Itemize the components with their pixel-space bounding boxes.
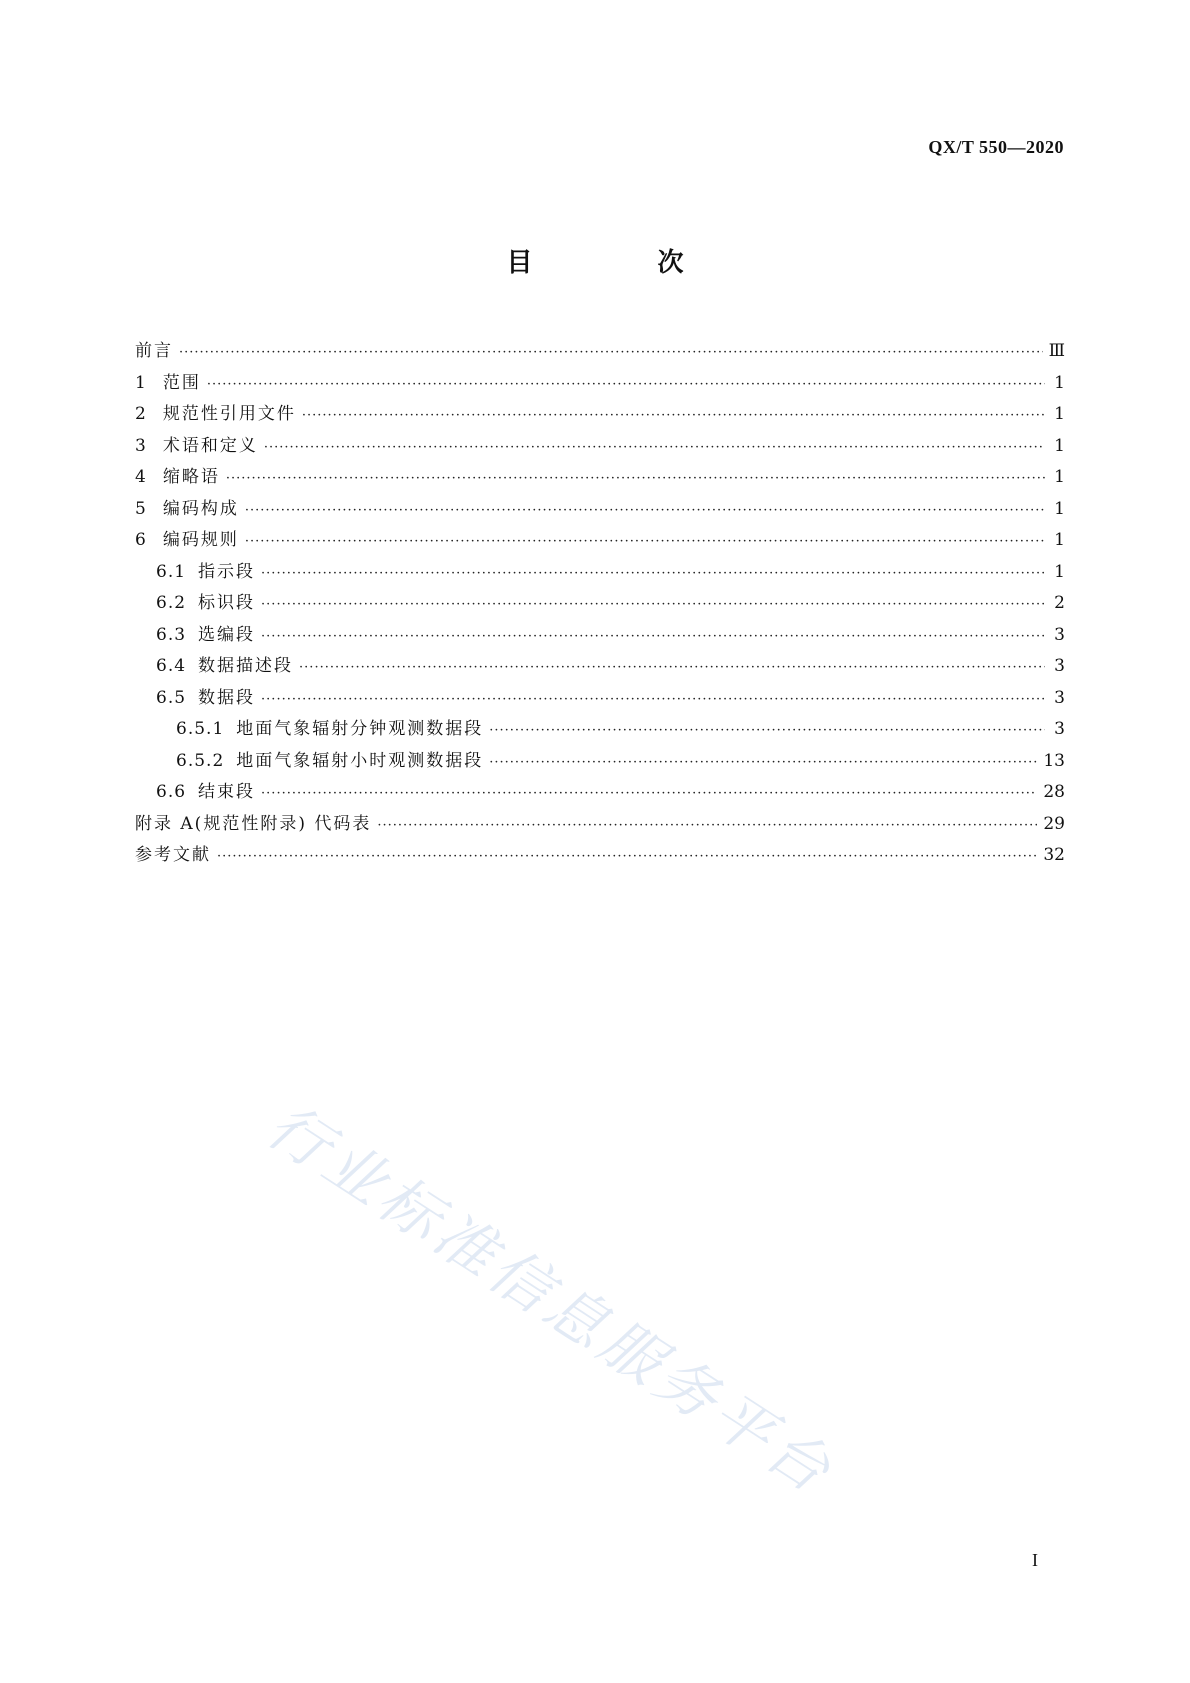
toc-entry-number: 6.5.1 (176, 719, 225, 739)
toc-entry-label: 前言 (135, 341, 173, 361)
toc-leader-dots (302, 408, 1045, 423)
toc-entry[interactable] (135, 651, 1065, 683)
toc-entry-page: 28 (1043, 782, 1065, 802)
toc-entry-label: 选编段 (198, 624, 256, 645)
toc-leader-dots (377, 818, 1037, 833)
toc-entry-label: 缩略语 (162, 467, 220, 487)
page-number: I (1032, 1550, 1038, 1570)
toc-entry-page: 1 (1054, 435, 1065, 456)
toc-leader-dots (217, 849, 1037, 864)
toc-leader-dots (261, 629, 1045, 644)
toc-entry-page: 1 (1054, 404, 1065, 424)
toc-entry-label: 规范性引用文件 (162, 404, 296, 424)
toc-entry-label: 数据段 (198, 687, 256, 708)
toc-entry-page: 29 (1043, 813, 1065, 834)
toc-leader-dots (245, 503, 1045, 518)
toc-entry-label: 范围 (162, 372, 201, 393)
toc-entry[interactable] (135, 588, 1065, 620)
toc-entry[interactable] (135, 746, 1065, 778)
watermark: 行业标准信息服务平台 (254, 1090, 847, 1510)
toc-entry-number: 6.5.2 (176, 750, 225, 771)
page-title: 目 次 (506, 248, 742, 278)
toc-entry-number: 6.3 (156, 624, 187, 645)
toc-entry-number: 5 (135, 498, 147, 519)
toc-entry-number: 6.2 (156, 593, 187, 613)
toc-entry-page: 1 (1054, 561, 1065, 582)
toc-entry-page: 1 (1054, 530, 1065, 550)
toc-entry-number: 6.6 (156, 782, 187, 802)
toc-entry-number: 6 (135, 530, 147, 550)
toc-entry-page: 3 (1054, 719, 1065, 739)
toc-entry-label: 结束段 (198, 782, 256, 802)
toc-entry-label: 数据描述段 (198, 656, 294, 676)
toc-entry-label: 标识段 (198, 593, 256, 613)
toc-entry-page: 3 (1054, 656, 1065, 676)
toc-entry[interactable] (135, 809, 1065, 841)
toc-leader-dots (261, 597, 1045, 612)
toc-entry-number: 6.5 (156, 687, 187, 708)
toc-entry[interactable] (135, 336, 1065, 368)
toc-entry-number: 2 (135, 404, 147, 424)
toc-entry-page: Ⅲ (1048, 341, 1065, 361)
toc-leader-dots (489, 723, 1045, 738)
toc-leader-dots (226, 471, 1045, 486)
toc-entry[interactable] (135, 525, 1065, 557)
toc-entry[interactable] (135, 840, 1065, 872)
toc-leader-dots (207, 377, 1045, 392)
toc-entry-page: 3 (1054, 624, 1065, 645)
toc-entry-label: 地面气象辐射小时观测数据段 (236, 750, 484, 771)
toc-entry-number: 3 (135, 435, 147, 456)
toc-leader-dots (245, 534, 1045, 549)
toc-leader-dots (264, 440, 1045, 455)
toc-entry[interactable] (135, 557, 1065, 589)
toc-entry-page: 1 (1054, 372, 1065, 393)
toc-entry[interactable] (135, 777, 1065, 809)
toc-entry-page: 2 (1054, 593, 1065, 613)
toc-entry-page: 13 (1043, 750, 1065, 771)
toc-entry-page: 1 (1054, 467, 1065, 487)
toc-entry-label: 术语和定义 (162, 435, 258, 456)
toc-entry[interactable] (135, 462, 1065, 494)
toc-entry[interactable] (135, 683, 1065, 715)
toc-entry-label: 地面气象辐射分钟观测数据段 (236, 719, 484, 739)
toc-entry[interactable] (135, 620, 1065, 652)
toc-entry-page: 1 (1054, 498, 1065, 519)
toc-entry[interactable] (135, 431, 1065, 463)
document-code: QX/T 550—2020 (928, 137, 1064, 157)
toc-entry-label: 参考文献 (135, 845, 211, 865)
toc-entry-label: 附录 A(规范性附录) 代码表 (135, 813, 372, 834)
toc-leader-dots (489, 755, 1037, 770)
toc-entry[interactable] (135, 494, 1065, 526)
table-of-contents (135, 336, 1065, 872)
toc-entry-label: 编码规则 (162, 530, 239, 550)
toc-leader-dots (261, 786, 1037, 801)
toc-entry[interactable] (135, 368, 1065, 400)
toc-entry-number: 6.1 (156, 561, 187, 582)
toc-entry[interactable] (135, 399, 1065, 431)
toc-entry-number: 1 (135, 372, 147, 393)
toc-entry-number: 6.4 (156, 656, 187, 676)
toc-entry-page: 3 (1054, 687, 1065, 708)
toc-entry[interactable] (135, 714, 1065, 746)
toc-leader-dots (261, 692, 1045, 707)
toc-entry-label: 指示段 (198, 561, 256, 582)
toc-entry-number: 4 (135, 467, 147, 487)
toc-leader-dots (261, 566, 1045, 581)
toc-entry-label: 编码构成 (162, 498, 239, 519)
toc-leader-dots (179, 345, 1043, 360)
toc-entry-page: 32 (1043, 845, 1065, 865)
toc-leader-dots (299, 660, 1045, 675)
